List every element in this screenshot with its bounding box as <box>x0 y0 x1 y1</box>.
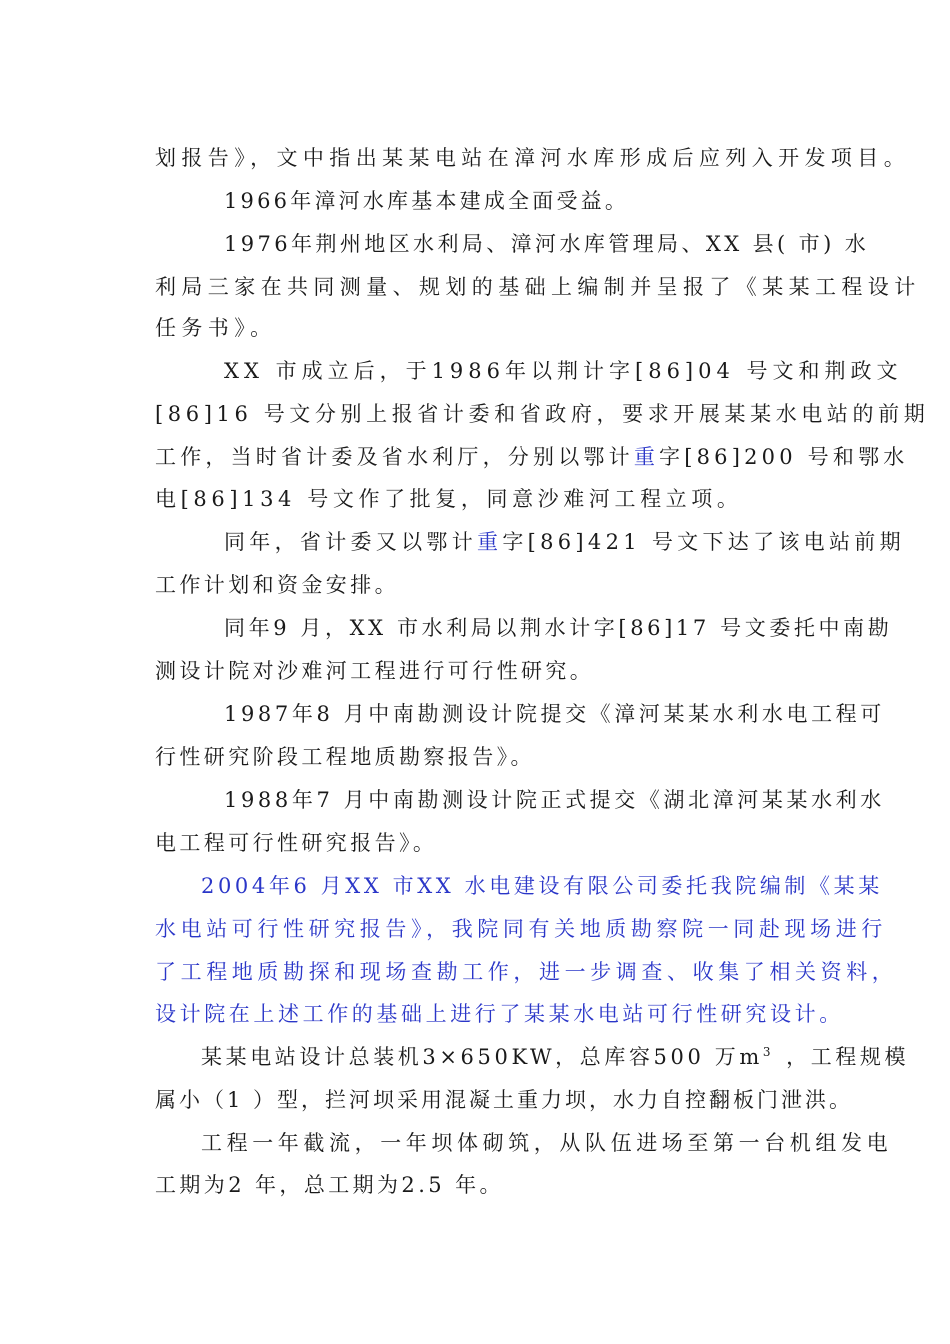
paragraph-line <box>0 651 950 691</box>
line-text: 电工程可行性研究报告》。 <box>155 831 438 855</box>
line-text: 电[86]134 号文作了批复，同意沙难河工程立项。 <box>155 487 743 511</box>
superscript: 3 <box>762 1045 775 1059</box>
line-text: 1976年荆州地区水利局、漳河水库管理局、XX 县( 市) 水 <box>224 232 870 256</box>
paragraph-line <box>0 351 950 391</box>
paragraph-line <box>0 823 950 863</box>
paragraph-line <box>0 737 950 777</box>
line-text: 工作，当时省计委及省水利厅，分别以鄂计重字[86]200 号和鄂水 <box>155 445 909 469</box>
paragraph-line <box>0 479 950 519</box>
paragraph-line <box>0 1165 950 1205</box>
highlighted-char: 重 <box>477 530 503 554</box>
line-text: XX 市成立后，于1986年以荆计字[86]04 号文和荆政文 <box>224 359 903 383</box>
line-text: 行性研究阶段工程地质勘察报告》。 <box>155 745 535 769</box>
paragraph-line <box>0 608 950 648</box>
line-text: 同年，省计委又以鄂计重字[86]421 号文下达了该电站前期 <box>224 530 905 554</box>
line-text: 利局三家在共同测量、规划的基础上编制并呈报了《某某工程设计 <box>155 275 921 299</box>
line-text: 某某电站设计总装机3×650KW，总库容500 万$m^3$ ，工程规模 <box>201 1045 910 1069</box>
line-text: 同年9 月，XX 市水利局以荆水计字[86]17 号文委托中南勘 <box>224 616 893 640</box>
line-text: 属小（1 ）型，拦河坝采用混凝土重力坝，水力自控翻板门泄洪。 <box>155 1088 854 1112</box>
line-text: 1987年8 月中南勘测设计院提交《漳河某某水利水电工程可 <box>224 702 885 726</box>
paragraph-line <box>0 437 950 477</box>
line-text: 2004年6 月XX 市XX 水电建设有限公司委托我院编制《某某 <box>201 874 883 898</box>
paragraph-line <box>0 1080 950 1120</box>
paragraph-line <box>0 694 950 734</box>
paragraph-line <box>0 780 950 820</box>
highlighted-char: 重 <box>633 445 660 469</box>
line-text: 设计院在上述工作的基础上进行了某某水电站可行性研究设计。 <box>155 1002 844 1026</box>
highlighted-paragraph-line <box>0 994 950 1034</box>
paragraph-line <box>0 267 950 307</box>
line-text: 任务书》。 <box>155 316 277 340</box>
line-text: 1988年7 月中南勘测设计院正式提交《湖北漳河某某水利水 <box>224 788 885 812</box>
line-text: [86]16 号文分别上报省计委和省政府，要求开展某某水电站的前期 <box>155 402 930 426</box>
paragraph-line <box>0 224 950 264</box>
paragraph-line <box>0 522 950 562</box>
paragraph-line <box>0 1123 950 1163</box>
highlighted-paragraph-line <box>0 952 950 992</box>
paragraph-line <box>0 308 950 348</box>
paragraph-line <box>0 565 950 605</box>
line-text: 测设计院对沙难河工程进行可行性研究。 <box>155 659 595 683</box>
highlighted-paragraph-line <box>0 866 950 906</box>
line-text: 工作计划和资金安排。 <box>155 573 399 597</box>
paragraph-line <box>0 394 950 434</box>
paragraph-line <box>0 181 950 221</box>
line-text: 了工程地质勘探和现场查勘工作，进一步调查、收集了相关资料， <box>155 960 898 984</box>
line-text: 水电站可行性研究报告》，我院同有关地质勘察院一同赴现场进行 <box>155 917 887 941</box>
paragraph-line <box>0 1037 950 1077</box>
paragraph-line <box>0 138 950 178</box>
line-text: 划报告》，文中指出某某电站在漳河水库形成后应列入开发项目。 <box>155 146 911 170</box>
highlighted-paragraph-line <box>0 909 950 949</box>
line-text: 工程一年截流，一年坝体砌筑，从队伍进场至第一台机组发电 <box>201 1131 893 1155</box>
line-text: 1966年漳河水库基本建成全面受益。 <box>224 189 630 213</box>
line-text: 工期为2 年，总工期为2.5 年。 <box>155 1173 504 1197</box>
